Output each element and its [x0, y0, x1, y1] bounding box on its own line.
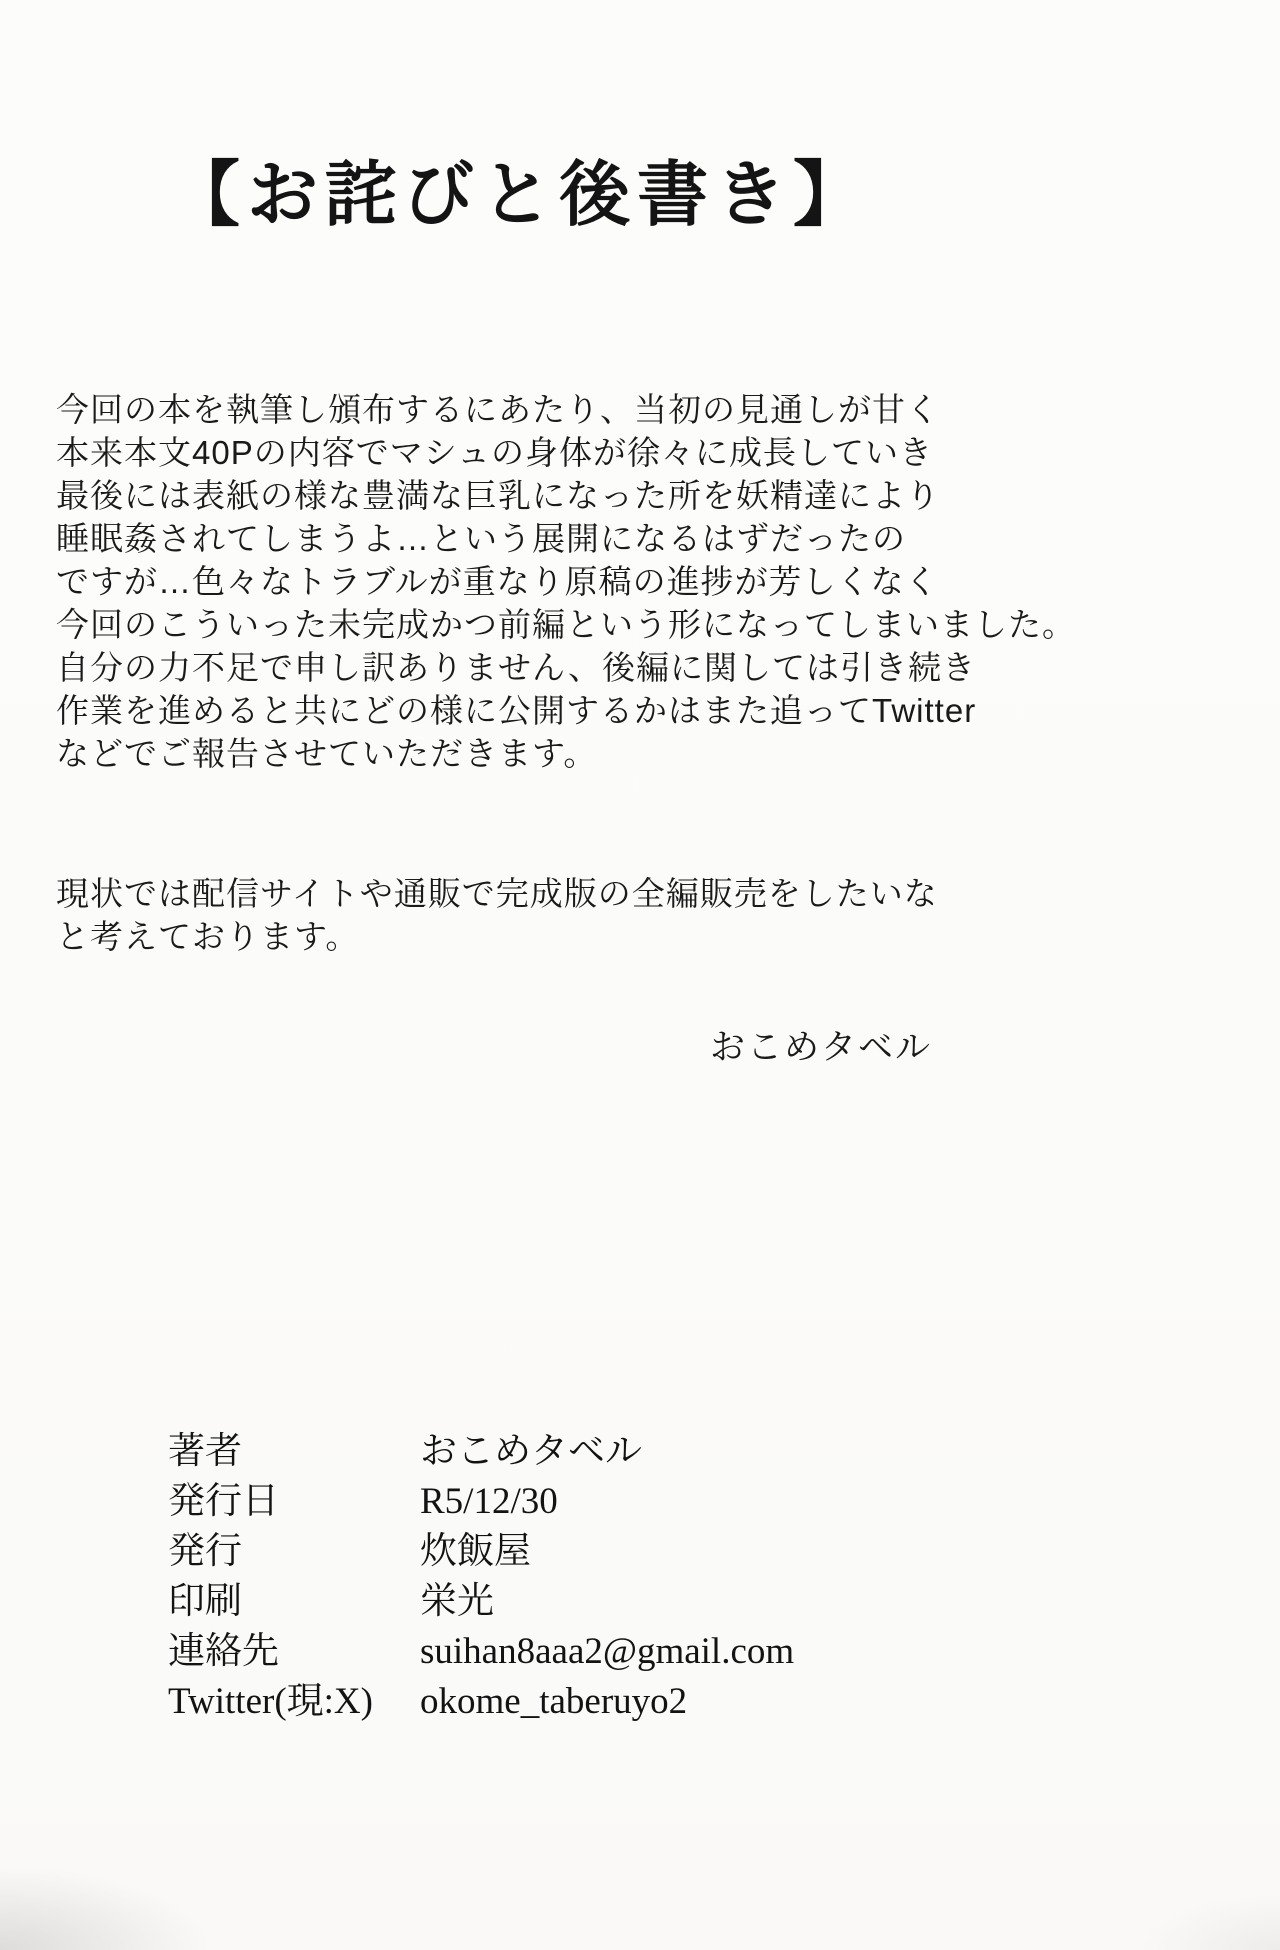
body-line: 睡眠姦されてしまうよ…という展開になるはずだったの — [56, 520, 906, 557]
colophon-value: R5/12/30 — [420, 1481, 558, 1522]
author-signature: おこめタベル — [709, 1028, 932, 1067]
colophon-row-printer — [168, 1570, 1068, 1620]
body-line: 本来本文40Pの内容でマシュの身体が徐々に成長していき — [56, 434, 934, 471]
colophon-label: Twitter(現:X) — [168, 1681, 373, 1722]
sales-plan-paragraph — [56, 872, 1246, 958]
body-line: ですが…色々なトラブルが重なり原稿の進捗が芳しくなく — [56, 563, 939, 600]
body-line: 作業を進めると共にどの様に公開するかはまた追ってTwitter — [56, 692, 977, 729]
page-title: 【お詫びと後書き】 — [168, 156, 871, 235]
colophon-value: おこめタベル — [420, 1431, 642, 1472]
colophon-label: 連絡先 — [168, 1631, 279, 1672]
colophon-label: 著者 — [168, 1431, 242, 1472]
colophon-label: 印刷 — [168, 1581, 242, 1622]
colophon-row-author — [168, 1420, 1068, 1470]
body-line: 現状では配信サイトや通販で完成版の全編販売をしたいな — [56, 875, 938, 912]
body-line: と考えております。 — [56, 918, 360, 955]
colophon-value-twitter-handle: okome_taberuyo2 — [420, 1681, 688, 1722]
colophon-value: 栄光 — [420, 1581, 494, 1622]
colophon-row-publisher — [168, 1520, 1068, 1570]
body-line: 今回のこういった未完成かつ前編という形になってしまいました。 — [56, 606, 1076, 643]
colophon-row-contact — [168, 1620, 1068, 1670]
apology-paragraph — [56, 388, 1246, 775]
colophon-row-twitter — [168, 1670, 1068, 1720]
colophon-value: 炊飯屋 — [420, 1531, 531, 1572]
body-line: 今回の本を執筆し頒布するにあたり、当初の見通しが甘く — [56, 391, 940, 428]
colophon-value-email: suihan8aaa2@gmail.com — [420, 1631, 795, 1672]
colophon-table — [168, 1420, 1068, 1720]
colophon-row-publish-date — [168, 1470, 1068, 1520]
body-line: 自分の力不足で申し訳ありません、後編に関しては引き続き — [56, 649, 976, 686]
colophon-label: 発行 — [168, 1531, 242, 1572]
body-line: 最後には表紙の様な豊満な巨乳になった所を妖精達により — [56, 477, 940, 514]
colophon-label: 発行日 — [168, 1481, 279, 1522]
body-line: などでご報告させていただきます。 — [56, 735, 598, 772]
